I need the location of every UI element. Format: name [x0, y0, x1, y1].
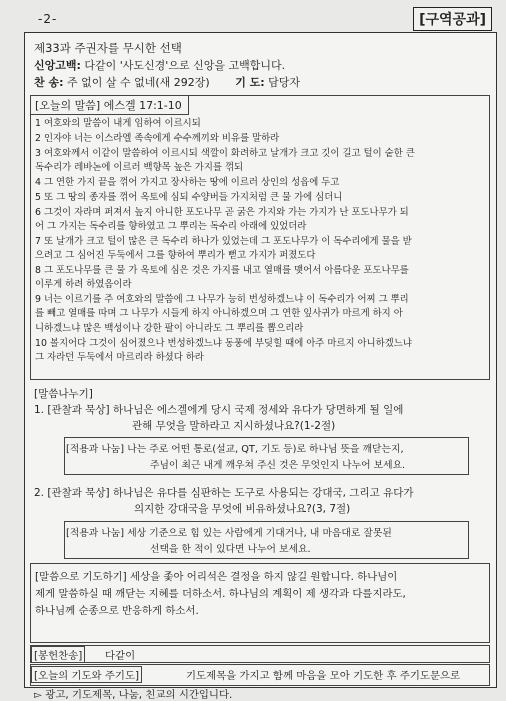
prayer-box [30, 563, 490, 643]
question-2-line-2: 의지한 강대국을 무엇에 비유하셨나요?(3, 7절) [134, 503, 351, 515]
question-1-line-1: 1. [관찰과 묵상] 하나님은 에스겔에게 당시 국제 정세와 유다가 당면하게 될 일에 [34, 404, 404, 416]
application-2-line-1: [적용과 나눔] 세상 기준으로 힘 있는 사람에게 기대거나, 내 마음대로 잘못된 [66, 528, 392, 539]
verse-line: 니하겠느냐 많은 백성이나 강한 팔이 아니라도 그 뿌리를 뽑으리라 [35, 323, 304, 334]
prayer-line-1: [말씀으로 기도하기] 세상을 좇아 어리석은 결정을 하지 않길 원합니다. 하나님이 [35, 571, 398, 583]
application-2-line-2: 선택을 한 적이 있다면 나누어 보세요. [150, 544, 311, 555]
prayer-line-2: 제게 말씀하실 때 깨닫는 지혜를 더하소서. 하나님의 계획이 제 생각과 다를지라도, [35, 588, 406, 600]
prayer-label: 기 도: [235, 76, 265, 89]
verse-line: 이루게 하려 하였음이라 [35, 279, 132, 290]
confession-row [34, 57, 285, 73]
question-1-line-2: 관해 무엇을 말하라고 지시하셨나요?(1-2절) [132, 420, 336, 432]
hymn-label: 찬 송: [34, 76, 64, 89]
application-1-line-1: [적용과 나눔] 나는 주로 어떤 통로(설교, QT, 기도 등)로 하나님 뜻을 깨닫는지, [66, 444, 404, 455]
closing-row [30, 664, 490, 686]
sharing-header: [말씀나누기] [34, 388, 93, 400]
benediction-row [30, 645, 490, 663]
hymn-text: 주 없이 살 수 없네(새 292장) [66, 76, 210, 89]
verse-line: 독수리가 레바논에 이르러 백향목 높은 가지를 꺾되 [35, 162, 244, 173]
passage-box [30, 95, 490, 380]
verse-line: 그 자라던 두둑에서 마르리라 하셨다 하라 [35, 352, 204, 363]
benediction-text: 다같이 [105, 650, 136, 662]
verse-line: 8 그 포도나무를 큰 물 가 옥토에 심은 것은 가지를 내고 열매를 맺어서 아름다운 포도나무를 [35, 265, 409, 276]
verse-line: 를 빼고 열매를 따며 그 나무가 시들게 하지 아니하겠으며 그 연한 잎사귀가 마르게 하지 아 [35, 308, 403, 319]
closing-label: [오늘의 기도와 주기도] [31, 666, 142, 683]
verse-line: 4 그 연한 가지 끝을 꺾어 가지고 장사하는 땅에 이르러 상인의 성읍에 두고 [35, 177, 340, 188]
prayer-value: 담당자 [268, 76, 301, 89]
passage-header: [오늘의 말씀] 에스겔 17:1-10 [31, 96, 189, 115]
verse-line: 어 그 가지는 독수리를 향하였고 그 뿌리는 독수리 아래에 있었더라 [35, 221, 307, 232]
verse-line: 3 여호와께서 이같이 말씀하여 이르시되 색깔이 화려하고 날개가 크고 깃이 길고 털이 숱한 큰 [35, 148, 415, 159]
closing-note: ▻ 광고, 기도제목, 나눔, 친교의 시간입니다. [34, 689, 233, 701]
verse-line: 7 또 날개가 크고 털이 많은 큰 독수리 하나가 있었는데 그 포도나무가 이 독수리에게 물을 받 [35, 236, 412, 247]
confession-label: 신앙고백: [34, 59, 81, 72]
header-label: [구역공과] [413, 7, 492, 31]
page-number: -2- [38, 12, 58, 26]
verse-line: 2 인자야 너는 이스라엘 족속에게 수수께끼와 비유를 말하라 [35, 133, 280, 144]
verse-line: 6 그것이 자라며 퍼져서 높지 아니한 포도나무 곧 굵은 가지와 가는 가지가 난 포도나무가 되 [35, 207, 409, 218]
verse-line: 1 여호와의 말씀이 내게 임하여 이르시되 [35, 118, 201, 129]
prayer-line-3: 하나님께 순종으로 반응하게 하소서. [35, 605, 199, 617]
verse-line: 5 또 그 땅의 종자를 꺾어 옥토에 심되 수양버들 가지처럼 큰 물 가에 심더니 [35, 192, 343, 203]
verse-line: 9 너는 이르기를 주 여호와의 말씀에 그 나무가 능히 번성하겠느냐 이 독수리가 어찌 그 뿌리 [35, 294, 409, 305]
lesson-title: 제33과 주권자를 무시한 선택 [34, 41, 182, 55]
verse-line: 으려고 그 심어진 두둑에서 그를 향하여 뿌리가 뻗고 가지가 퍼졌도다 [35, 250, 316, 261]
closing-text: 기도제목을 가지고 함께 마음을 모아 기도한 후 주기도문으로 [186, 670, 461, 682]
question-2-line-1: 2. [관찰과 묵상] 하나님은 유다를 심판하는 도구로 사용되는 강대국, 그리고 유다가 [34, 487, 414, 499]
hymn-row [34, 74, 300, 90]
application-1-line-2: 주님이 최근 내게 깨우쳐 주신 것은 무엇인지 나누어 보세요. [150, 460, 406, 471]
benediction-label: [봉헌찬송] [31, 646, 85, 663]
confession-text: 다같이 '사도신경'으로 신앙을 고백합니다. [84, 59, 286, 72]
verse-line: 10 볼지어다 그것이 심어졌으나 번성하겠느냐 동풍에 부딪힐 때에 아주 마르지 아니하겠느냐 [35, 338, 412, 349]
